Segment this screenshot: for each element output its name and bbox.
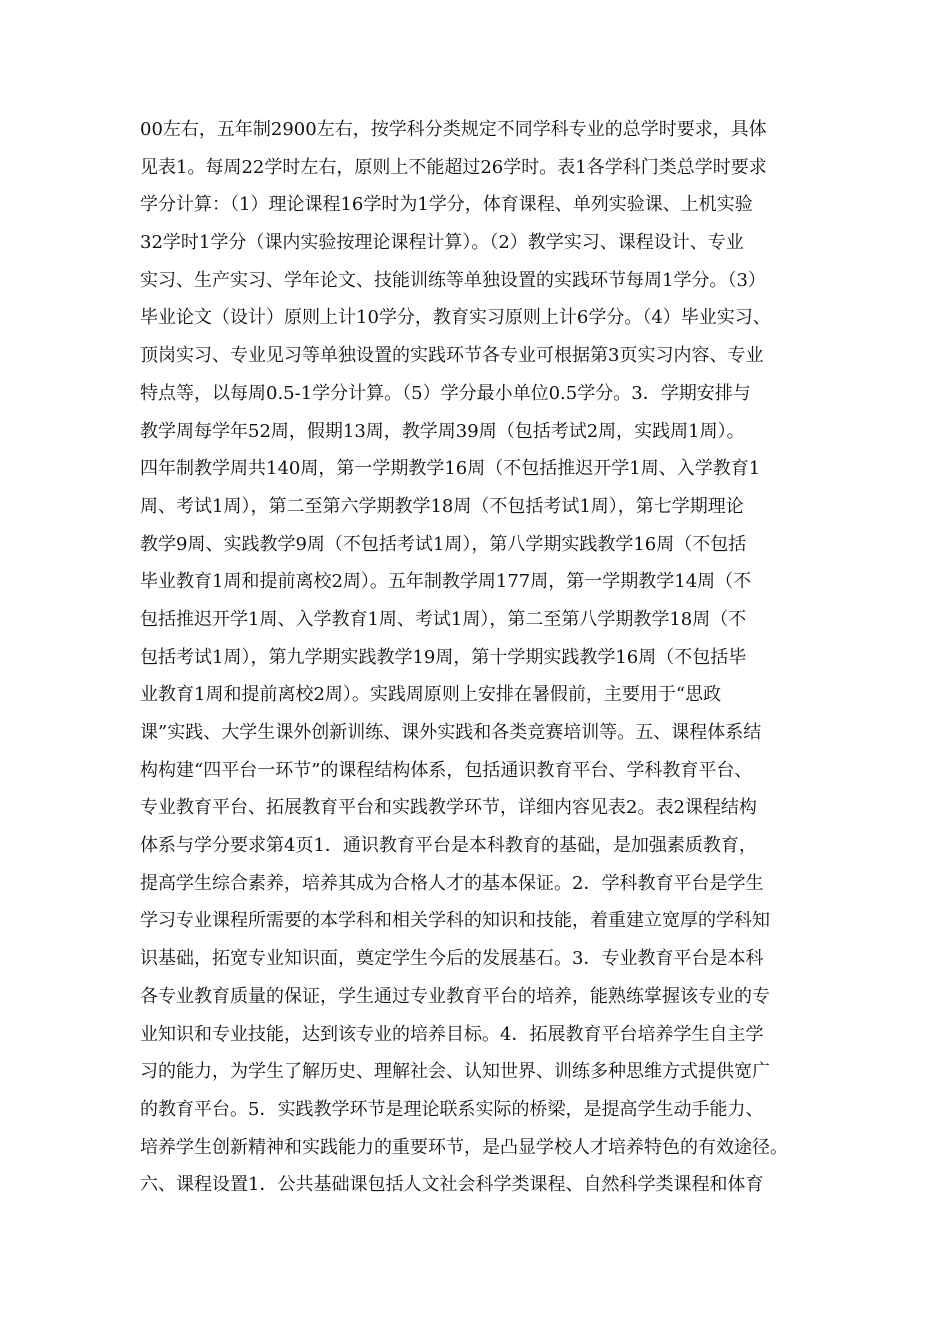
text-line: 教学周每学年52周，假期13周，教学周39周（包括考试2周，实践周1周）。 bbox=[140, 420, 745, 442]
text-line: 包括考试1周），第九学期实践教学19周，第十学期实践教学16周（不包括毕 bbox=[140, 646, 747, 668]
text-line: 的教育平台。5．实践教学环节是理论联系实际的桥梁，是提高学生动手能力、 bbox=[140, 1098, 764, 1120]
text-line: 包括推迟开学1周、入学教育1周、考试1周），第二至第八学期教学18周（不 bbox=[140, 608, 747, 630]
text-line: 顶岗实习、专业见习等单独设置的实践环节各专业可根据第3页实习内容、专业 bbox=[140, 345, 764, 367]
text-line: 培养学生创新精神和实践能力的重要环节，是凸显学校人才培养特色的有效途径。 bbox=[140, 1136, 788, 1158]
text-line: 四年制教学周共140周，第一学期教学16周（不包括推迟开学1周、入学教育1 bbox=[140, 458, 761, 480]
text-line: 识基础，拓宽专业知识面，奠定学生今后的发展基石。3．专业教育平台是本科 bbox=[140, 948, 764, 970]
text-line: 学习专业课程所需要的本学科和相关学科的知识和技能，着重建立宽厚的学科知 bbox=[140, 910, 770, 932]
text-line: 学分计算：（1）理论课程16学时为1学分，体育课程、单列实验课、上机实验 bbox=[140, 194, 753, 216]
text-line: 课”实践、大学生课外创新训练、课外实践和各类竞赛培训等。五、课程体系结 bbox=[140, 722, 762, 743]
text-line: 特点等，以每周0.5-1学分计算。（5）学分最小单位0.5学分。3．学期安排与 bbox=[140, 382, 751, 404]
text-line: 毕业教育1周和提前离校2周）。五年制教学周177周，第一学期教学14周（不 bbox=[140, 571, 752, 593]
text-line: 见表1。每周22学时左右，原则上不能超过26学时。表1各学科门类总学时要求 bbox=[140, 156, 767, 178]
text-line: 周、考试1周），第二至第六学期教学18周（不包括考试1周），第七学期理论 bbox=[140, 495, 744, 517]
text-line: 业知识和专业技能，达到该专业的培养目标。4．拓展教育平台培养学生自主学 bbox=[140, 1023, 764, 1045]
text-line: 提高学生综合素养，培养其成为合格人才的基本保证。2．学科教育平台是学生 bbox=[140, 872, 764, 894]
text-line: 专业教育平台、拓展教育平台和实践教学环节，详细内容见表2。表2课程结构 bbox=[140, 797, 757, 819]
text-line: 业教育1周和提前离校2周）。实践周原则上安排在暑假前，主要用于“思政 bbox=[140, 684, 722, 706]
text-line: 教学9周、实践教学9周（不包括考试1周），第八学期实践教学16周（不包括 bbox=[140, 533, 747, 555]
text-line: 六、课程设置1．公共基础课包括人文社会科学类课程、自然科学类课程和体育 bbox=[140, 1174, 764, 1196]
text-line: 00左右，五年制2900左右，按学科分类规定不同学科专业的总学时要求，具体 bbox=[140, 119, 767, 140]
text-line: 体系与学分要求第4页1．通识教育平台是本科教育的基础，是加强素质教育， bbox=[140, 835, 757, 857]
text-line: 构构建“四平台一环节”的课程结构体系，包括通识教育平台、学科教育平台、 bbox=[140, 759, 753, 781]
text-line: 各专业教育质量的保证，学生通过专业教育平台的培养，能熟练掌握该专业的专 bbox=[140, 985, 770, 1007]
body-text bbox=[140, 111, 830, 1204]
text-line: 毕业论文（设计）原则上计10学分，教育实习原则上计6学分。（4）毕业实习、 bbox=[140, 307, 771, 329]
text-line: 习的能力，为学生了解历史、理解社会、认知世界、训练多种思维方式提供宽广 bbox=[140, 1061, 770, 1083]
text-line: 32学时1学分（课内实验按理论课程计算）。（2）教学实习、课程设计、专业 bbox=[140, 232, 744, 254]
text-line: 实习、生产实习、学年论文、技能训练等单独设置的实践环节每周1学分。（3） bbox=[140, 269, 766, 291]
